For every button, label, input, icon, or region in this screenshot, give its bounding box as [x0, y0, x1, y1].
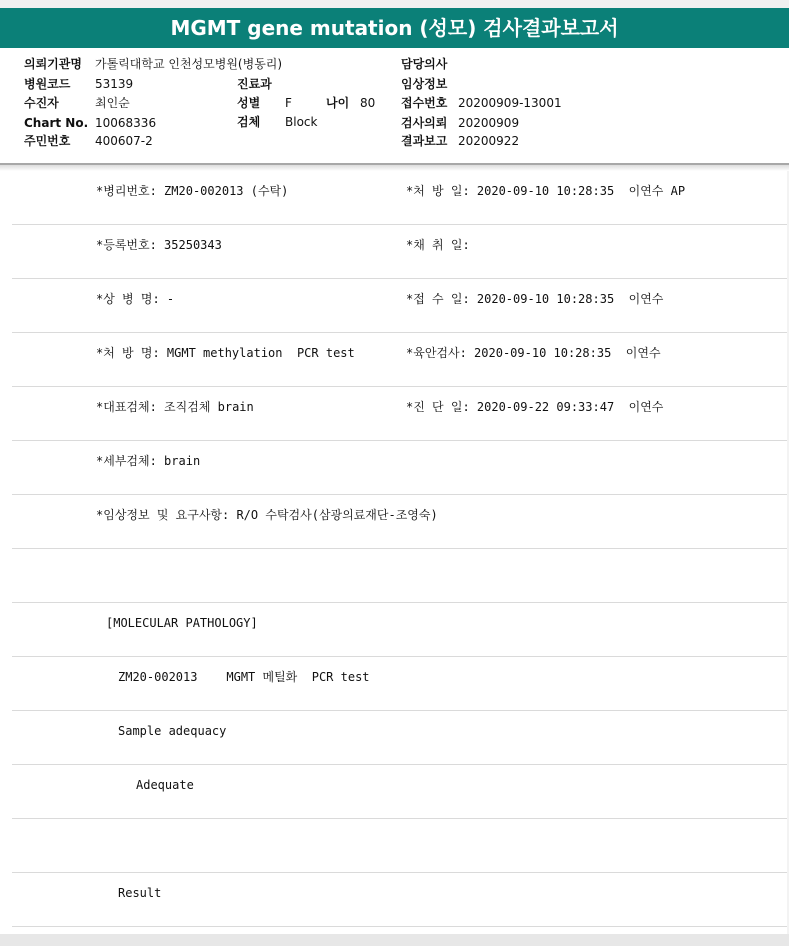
report-row [12, 603, 789, 657]
info-row [12, 279, 789, 333]
value-hospital-code: 53139 [95, 77, 134, 91]
clinical-row [12, 495, 789, 549]
value-chart-no: 10068336 [95, 116, 157, 130]
label-result-report: 결과보고 [401, 134, 448, 148]
diagnosis-date: *진 단 일: 2020-09-22 09:33:47 이연수 [406, 400, 664, 414]
representative-specimen: *대표검체: 조직검체 brain [96, 400, 254, 414]
detail-specimen: *세부검체: brain [96, 454, 201, 468]
label-attending-doctor: 담당의사 [401, 57, 448, 71]
value-age: 80 [360, 96, 376, 110]
info-row [12, 387, 789, 441]
collection-date: *채 취 일: [406, 238, 470, 252]
sample-adequacy-label: Sample adequacy [118, 724, 227, 738]
report-body [12, 171, 789, 931]
report-row [12, 711, 789, 765]
label-resident-no: 주민번호 [24, 134, 71, 148]
info-row [12, 171, 789, 225]
receipt-date: *접 수 일: 2020-09-10 10:28:35 이연수 [406, 292, 664, 306]
blank-row [12, 819, 789, 873]
label-specimen: 검체 [237, 115, 261, 129]
info-row [12, 441, 789, 495]
value-result-report: 20200922 [458, 134, 520, 148]
label-patient-name: 수진자 [24, 96, 59, 110]
info-row [12, 225, 789, 279]
blank-row [12, 549, 789, 603]
registration-number: *등록번호: 35250343 [96, 238, 222, 252]
report-header [0, 48, 789, 164]
value-test-request: 20200909 [458, 116, 520, 130]
bottom-gutter [0, 934, 789, 946]
label-sex: 성별 [237, 96, 261, 110]
label-chart-no: Chart No. [24, 116, 89, 130]
label-age: 나이 [326, 96, 350, 110]
gross-exam-date: *육안검사: 2020-09-10 10:28:35 이연수 [406, 346, 661, 360]
section-heading: [MOLECULAR PATHOLOGY] [106, 616, 258, 630]
report-row [12, 765, 789, 819]
clinical-info-requests: *임상정보 및 요구사항: R/O 수탁검사(삼광의료재단-조영숙) [96, 508, 438, 522]
case-line: ZM20-002013 MGMT 메틸화 PCR test [118, 670, 370, 684]
value-patient-name: 최인순 [95, 96, 130, 110]
result-label: Result [118, 886, 162, 900]
diagnosis-name: *상 병 명: - [96, 292, 175, 306]
label-test-request: 검사의뢰 [401, 116, 448, 130]
pathology-number: *병리번호: ZM20-002013 (수탁) [96, 184, 289, 198]
order-name: *처 방 명: MGMT methylation PCR test [96, 346, 355, 360]
label-department: 진료과 [237, 77, 272, 91]
label-requesting-institution: 의뢰기관명 [24, 57, 82, 71]
info-row [12, 333, 789, 387]
label-clinical-info: 임상정보 [401, 77, 448, 91]
report-title: MGMT gene mutation (성모) 검사결과보고서 [0, 8, 789, 48]
value-requesting-institution: 가톨릭대학교 인천성모병원(병동리) [95, 57, 283, 71]
report-row [12, 873, 789, 927]
label-accession-no: 접수번호 [401, 96, 448, 110]
value-sex: F [285, 96, 292, 110]
value-accession-no: 20200909-13001 [458, 96, 562, 110]
value-resident-no: 400607-2 [95, 134, 153, 148]
sample-adequacy-value: Adequate [136, 778, 194, 792]
label-hospital-code: 병원코드 [24, 77, 71, 91]
value-specimen: Block [285, 115, 318, 129]
report-row [12, 657, 789, 711]
order-date: *처 방 일: 2020-09-10 10:28:35 이연수 AP [406, 184, 686, 198]
top-strip [0, 0, 789, 8]
